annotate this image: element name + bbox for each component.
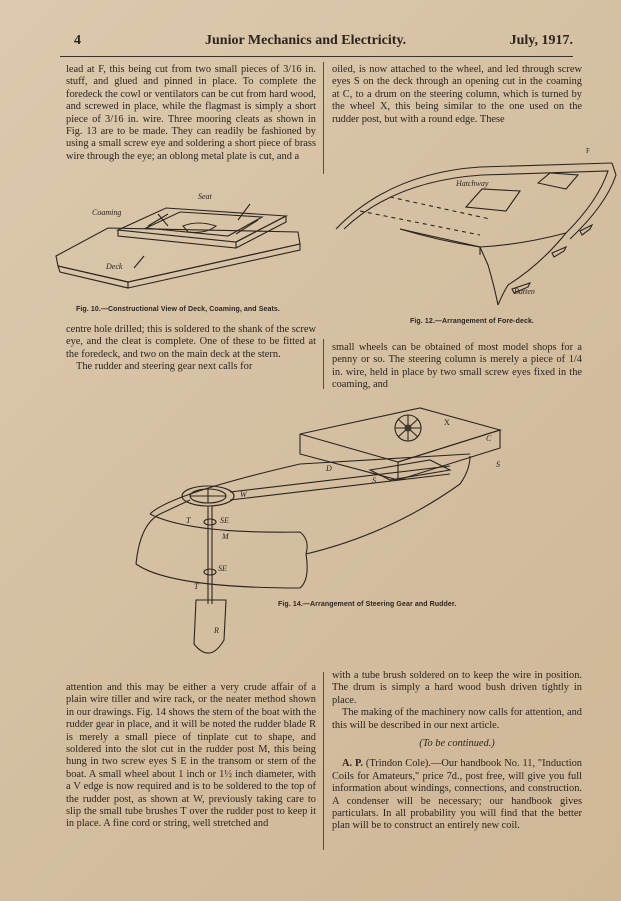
label-m: M bbox=[222, 532, 229, 541]
column2-bottom-text: with a tube brush soldered on to keep the wire in position. The drum is simply a hard wood bush driven tightly in place. The making of the machinery now calls for attention, and this will be described in our next article. (To be continued.) A. P. (Trindon Cole).—Our handbook No. 11, "Induction Coils for Amateurs," price 7d., post free, will give you full information about windings, connections, and construction. A condenser will be necessary; our handbook gives particulars. In all probability you will find that the better plan will be to construct an entirely new coil. bbox=[332, 670, 582, 832]
label-t-bottom: T bbox=[194, 582, 199, 591]
header-rule bbox=[60, 56, 573, 57]
label-w: W bbox=[240, 490, 247, 499]
label-hatchway: Hatchway bbox=[456, 179, 489, 188]
column-divider-mid bbox=[323, 339, 324, 389]
running-header bbox=[60, 33, 573, 53]
label-seat: Seat bbox=[198, 192, 212, 201]
label-x: X bbox=[444, 418, 450, 427]
figure-14-steering-gear bbox=[130, 404, 520, 666]
column-divider-top bbox=[323, 62, 324, 174]
column1-top-text: lead at F, this being cut from two small pieces of 3/16 in. stuff, and glued and pinned in place. To complete the foredeck the cowl or ventilators can be cut from hard wood, and screwed in place, while the flagmast is simply a short piece of 3/16 in. wire. Three mooring cleats as shown in Fig. 13 are to be made. They can readily be fashioned by using a small screw eye and soldering a short piece of brass wire through the eye; an oblong metal plate is cut, and a bbox=[66, 64, 316, 162]
magazine-title: Junior Mechanics and Electricity. bbox=[205, 33, 407, 48]
label-t-top: T bbox=[186, 516, 191, 525]
figure-12-caption: Fig. 12.—Arrangement of Fore-deck. bbox=[410, 318, 534, 325]
label-f: F bbox=[586, 147, 590, 155]
label-s-coaming: S bbox=[496, 460, 500, 469]
label-se-top: SE bbox=[220, 516, 229, 525]
issue-date: July, 1917. bbox=[509, 33, 573, 48]
column1-mid-text: centre hole drilled; this is soldered to the shank of the screw eye, and the cleat is complete. One of these to be fitted at the foredeck, and two on the main deck at the stern. The rudder and steering gear next calls for bbox=[66, 324, 316, 373]
foredeck-drawing bbox=[330, 145, 620, 313]
label-batten: Batten bbox=[514, 287, 535, 296]
answer-initials: A. P. bbox=[342, 758, 363, 770]
label-deck: Deck bbox=[106, 262, 123, 271]
label-s-deck: S bbox=[372, 476, 376, 485]
column2-mid-text: small wheels can be obtained of most model shops for a penny or so. The steering column is merely a piece of 1/4 in. wire, held in place by two small screw eyes fixed in the coaming, and bbox=[332, 342, 582, 391]
figure-10-deck-coaming bbox=[48, 186, 308, 298]
column-divider-bottom bbox=[323, 672, 324, 850]
deck-coaming-drawing bbox=[48, 186, 308, 298]
label-c: C bbox=[486, 434, 492, 443]
figure-12-foredeck bbox=[330, 145, 620, 313]
page-number: 4 bbox=[74, 33, 81, 48]
label-se-bottom: SE bbox=[218, 564, 227, 573]
figure-10-caption: Fig. 10.—Constructional View of Deck, Coaming, and Seats. bbox=[76, 306, 280, 313]
answer-body: (Trindon Cole).—Our handbook No. 11, "Induction Coils for Amateurs," price 7d., post free, will give you full information about windings, connections, and construction. A condenser will be necessary; our handbook gives particulars. In all probability you will find that the better plan will be to construct an entirely new coil. bbox=[332, 758, 582, 832]
label-r: R bbox=[214, 626, 219, 635]
column2-top-text: oiled, is now attached to the wheel, and led through screw eyes S on the deck through an opening cut in the coaming at C, to a drum on the steering column, which is turned by the wheel X, this being similar to the one used on the rudder post, but with a round edge. These bbox=[332, 64, 582, 125]
figure-14-caption: Fig. 14.—Arrangement of Steering Gear and Rudder. bbox=[278, 601, 457, 608]
answer-to-correspondent bbox=[332, 758, 582, 832]
column1-bottom-text: attention and this may be either a very crude affair of a plain wire tiller and wire rack, or the neater method shown in our drawings. Fig. 14 shows the stern of the boat with the rudder gear in place, and it will be noted the rudder blade R is merely a small piece of tinplate cut to shape, and soldered into the slot cut in the rudder post M, this being hung in two screw eyes S E in the transom or stern of the boat. A small wheel about 1 inch or 1½ inch diameter, with a V edge is now required and is to be soldered to the top of the rudder post, as shown at W, previously taking care to slip the small tube brushes T over the rudder post to keep it in place. A fine cord or string, well stretched and bbox=[66, 682, 316, 830]
continued-note: (To be continued.) bbox=[419, 738, 495, 750]
label-d: D bbox=[326, 464, 332, 473]
label-coaming: Coaming bbox=[92, 208, 122, 217]
steering-gear-drawing bbox=[130, 404, 520, 666]
